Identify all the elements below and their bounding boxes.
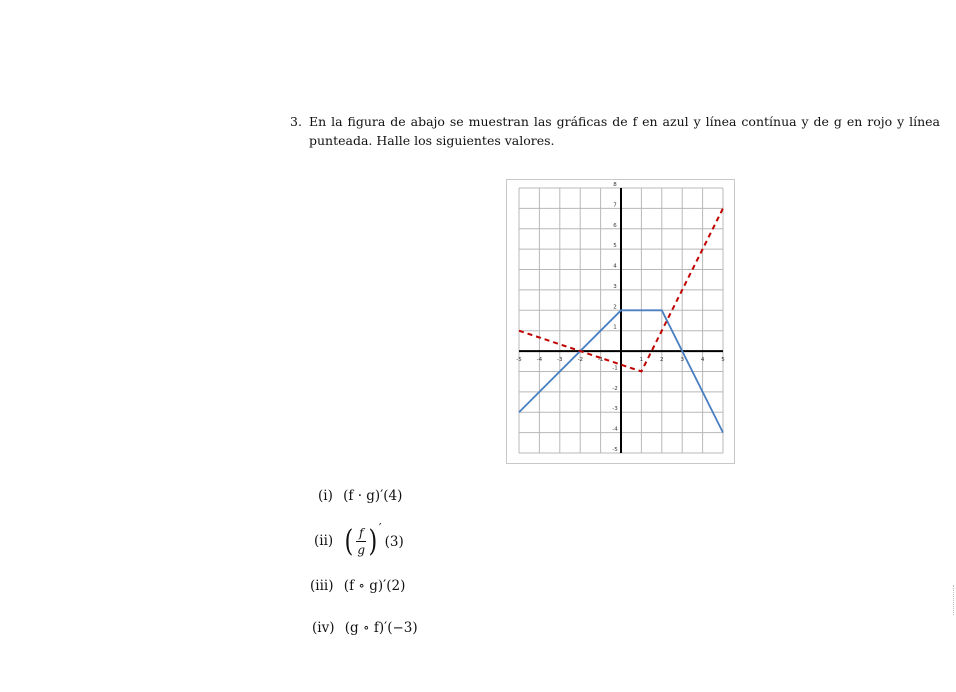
x-tick-label: 2 (660, 357, 664, 364)
item-label: (ii) (314, 533, 334, 549)
item-i (318, 488, 402, 504)
x-tick-label: 5 (721, 357, 725, 364)
y-tick-label: 4 (613, 263, 617, 270)
page-edge-mark (953, 585, 955, 615)
item-ii (314, 520, 404, 559)
y-tick-label: 8 (613, 182, 617, 188)
item-argument: (3) (384, 533, 404, 550)
problem-number: 3. (290, 114, 302, 129)
y-tick-label: 6 (613, 222, 617, 229)
x-tick-label: 1 (639, 357, 644, 364)
fraction (356, 526, 366, 557)
x-tick-label: 4 (700, 357, 705, 364)
x-tick-label: -5 (516, 357, 522, 364)
item-label: (iv) (312, 620, 335, 636)
x-tick-label: -3 (557, 357, 563, 364)
item-iii (310, 578, 405, 594)
item-expression: (g ∘ f)′(−3) (344, 620, 418, 636)
function-graph (507, 180, 734, 463)
y-tick-label: -3 (612, 406, 618, 413)
graph-figure (506, 179, 735, 464)
item-expression: ( $\frac{f}{g}$ ) ′ (3) (344, 520, 404, 559)
y-tick-label: -5 (612, 447, 618, 453)
y-tick-label: 5 (613, 243, 617, 250)
problem-3 (290, 112, 940, 150)
x-tick-label: 3 (680, 357, 684, 364)
item-expression: (f · g)′(4) (343, 488, 403, 504)
y-tick-label: 3 (613, 283, 617, 290)
x-tick-label: -1 (597, 357, 604, 364)
item-label: (iii) (310, 578, 334, 594)
item-label: (i) (318, 488, 333, 504)
y-tick-label: 2 (613, 304, 617, 311)
fraction-denominator: g (357, 543, 366, 557)
prime-mark: ′ (378, 520, 382, 535)
item-iv (312, 620, 418, 636)
problem-statement: En la figura de abajo se muestran las gráficas de f en azul y línea contínua y de g en rojo y línea punteada. Halle los siguientes valores. (309, 114, 940, 148)
y-tick-label: -1 (612, 365, 618, 372)
y-tick-label: 7 (613, 202, 617, 209)
y-tick-label: -4 (612, 426, 618, 433)
x-tick-label: -4 (536, 357, 543, 364)
fraction-numerator: f (358, 526, 364, 540)
x-tick-label: -2 (577, 357, 583, 364)
item-expression: (f ∘ g)′(2) (343, 578, 406, 594)
y-tick-label: -2 (612, 385, 618, 392)
y-tick-label: 1 (613, 324, 617, 331)
